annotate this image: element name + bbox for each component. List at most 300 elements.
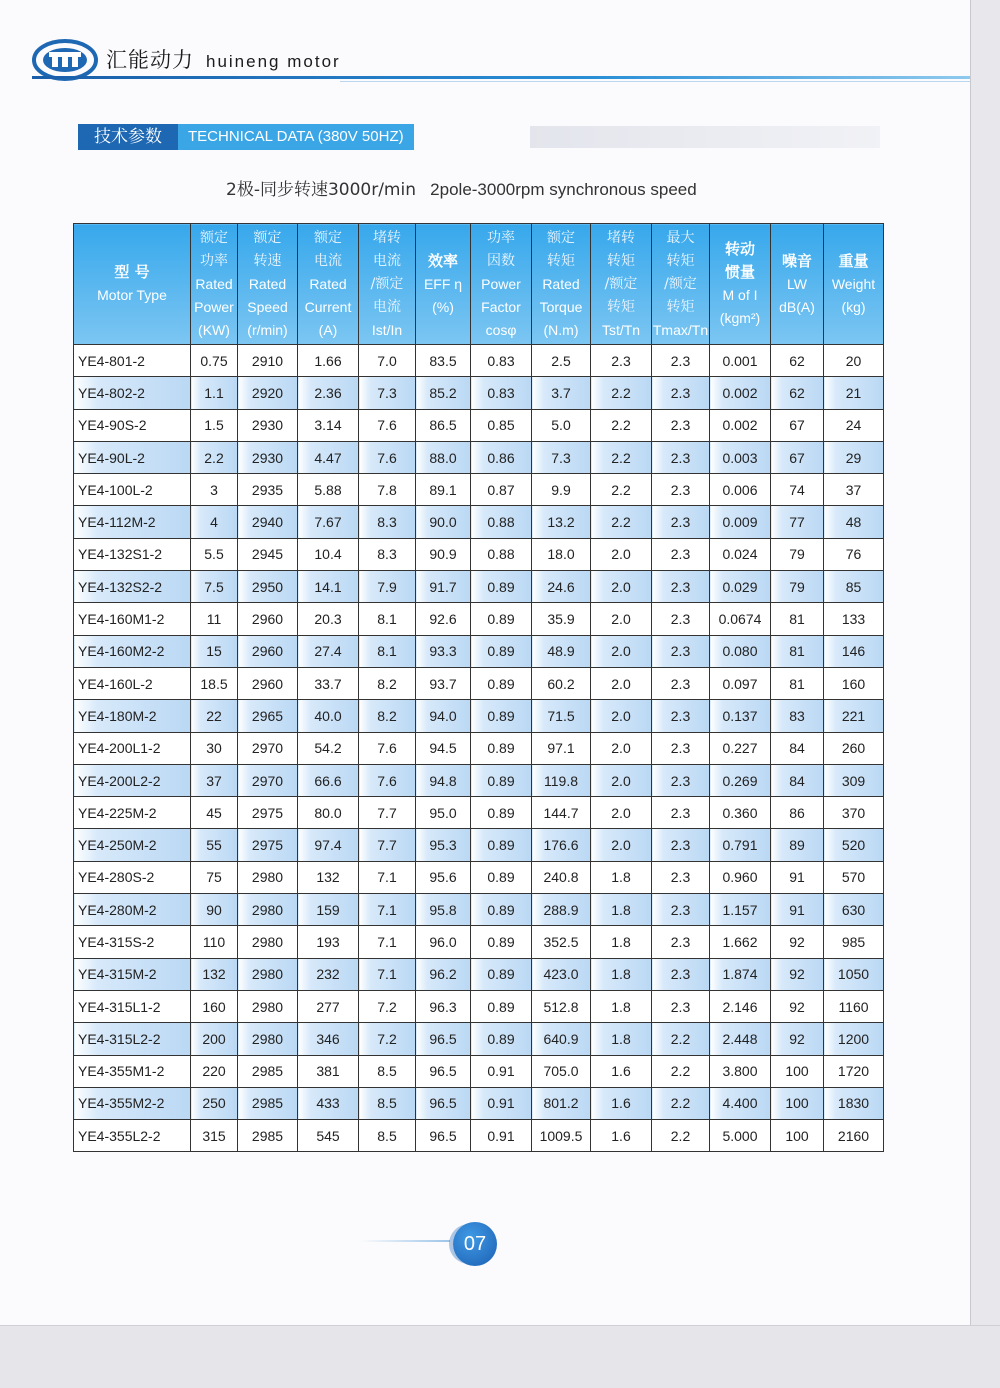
table-cell: 0.89	[471, 571, 532, 603]
table-cell: 8.2	[359, 667, 416, 699]
table-cell: 2935	[238, 474, 298, 506]
table-cell: 2.2	[591, 377, 652, 409]
table-cell: 2.0	[591, 538, 652, 570]
table-cell: 97.4	[298, 829, 359, 861]
table-cell: 0.89	[471, 635, 532, 667]
header-cell	[238, 224, 298, 345]
table-cell: 132	[298, 861, 359, 893]
table-cell: 1200	[824, 1023, 884, 1055]
table-cell: 7.8	[359, 474, 416, 506]
table-cell: 2.3	[652, 700, 710, 732]
table-cell: 96.2	[416, 958, 471, 990]
page-edge-bottom	[0, 1325, 1000, 1388]
table-cell: 2.0	[591, 667, 652, 699]
table-cell: 92	[771, 926, 824, 958]
table-cell: 2.146	[710, 990, 771, 1022]
table-cell: 0.91	[471, 1087, 532, 1119]
table-cell: 0.001	[710, 345, 771, 377]
table-cell: 2975	[238, 797, 298, 829]
table-cell: 630	[824, 894, 884, 926]
table-cell: 370	[824, 797, 884, 829]
table-cell: 260	[824, 732, 884, 764]
table-cell: 96.5	[416, 1120, 471, 1152]
table-row	[74, 603, 884, 635]
table-row	[74, 861, 884, 893]
table-cell: 8.3	[359, 538, 416, 570]
table-cell: 277	[298, 990, 359, 1022]
table-cell: 0.91	[471, 1120, 532, 1152]
header-label-en: Power Factor cosφ	[481, 275, 521, 338]
table-cell: 1.8	[591, 926, 652, 958]
table-cell: 96.5	[416, 1055, 471, 1087]
table-cell: 1160	[824, 990, 884, 1022]
table-cell: 2.2	[652, 1023, 710, 1055]
section-title-en: TECHNICAL DATA (380V 50HZ)	[178, 124, 414, 150]
table-cell: 0.75	[191, 345, 238, 377]
table-cell: 2980	[238, 926, 298, 958]
table-cell: 90.0	[416, 506, 471, 538]
motor-type-cell: YE4-315L2-2	[74, 1023, 191, 1055]
table-cell: 1.6	[591, 1120, 652, 1152]
table-row	[74, 894, 884, 926]
table-cell: 95.6	[416, 861, 471, 893]
motor-type-cell: YE4-355L2-2	[74, 1120, 191, 1152]
table-cell: 2.0	[591, 571, 652, 603]
table-cell: 0.89	[471, 1023, 532, 1055]
table-cell: 20	[824, 345, 884, 377]
table-cell: 85.2	[416, 377, 471, 409]
header-label-cn: 额定 转速	[253, 229, 282, 269]
header-cell	[359, 224, 416, 345]
table-cell: 0.89	[471, 732, 532, 764]
motor-type-cell: YE4-315S-2	[74, 926, 191, 958]
table-cell: 80.0	[298, 797, 359, 829]
table-cell: 94.8	[416, 764, 471, 796]
motor-type-cell: YE4-132S1-2	[74, 538, 191, 570]
table-cell: 240.8	[532, 861, 591, 893]
motor-type-cell: YE4-160M2-2	[74, 635, 191, 667]
table-cell: 0.024	[710, 538, 771, 570]
table-cell: 77	[771, 506, 824, 538]
table-cell: 3.800	[710, 1055, 771, 1087]
header-cell	[824, 224, 884, 345]
table-row	[74, 441, 884, 473]
table-cell: 423.0	[532, 958, 591, 990]
table-subtitle	[226, 175, 697, 200]
table-cell: 2.3	[652, 571, 710, 603]
table-cell: 640.9	[532, 1023, 591, 1055]
header-label-cn: 效率	[427, 251, 458, 270]
table-cell: 100	[771, 1055, 824, 1087]
table-cell: 95.8	[416, 894, 471, 926]
motor-type-cell: YE4-180M-2	[74, 700, 191, 732]
motor-type-cell: YE4-280S-2	[74, 861, 191, 893]
table-cell: 45	[191, 797, 238, 829]
table-cell: 4.400	[710, 1087, 771, 1119]
table-cell: 1050	[824, 958, 884, 990]
table-row	[74, 700, 884, 732]
table-cell: 0.89	[471, 603, 532, 635]
table-row	[74, 958, 884, 990]
table-cell: 84	[771, 764, 824, 796]
table-cell: 221	[824, 700, 884, 732]
table-cell: 2.2	[191, 441, 238, 473]
brand-name-en: huineng motor	[206, 52, 341, 71]
table-cell: 7.3	[532, 441, 591, 473]
table-cell: 2.3	[652, 667, 710, 699]
header-cell	[471, 224, 532, 345]
table-cell: 0.227	[710, 732, 771, 764]
table-cell: 92.6	[416, 603, 471, 635]
table-cell: 37	[824, 474, 884, 506]
table-cell: 74	[771, 474, 824, 506]
header-label-en: Motor Type	[97, 287, 167, 303]
table-cell: 92	[771, 1023, 824, 1055]
subtitle-en: 2pole-3000rpm synchronous speed	[430, 180, 697, 199]
table-cell: 37	[191, 764, 238, 796]
table-cell: 96.0	[416, 926, 471, 958]
table-cell: 88.0	[416, 441, 471, 473]
table-cell: 1.8	[591, 861, 652, 893]
table-cell: 0.87	[471, 474, 532, 506]
motor-type-cell: YE4-355M2-2	[74, 1087, 191, 1119]
motor-type-cell: YE4-315L1-2	[74, 990, 191, 1022]
table-cell: 89	[771, 829, 824, 861]
table-cell: 2.3	[652, 764, 710, 796]
table-cell: 86	[771, 797, 824, 829]
motor-type-cell: YE4-280M-2	[74, 894, 191, 926]
table-cell: 2.0	[591, 764, 652, 796]
table-cell: 7.0	[359, 345, 416, 377]
header-cell	[652, 224, 710, 345]
table-cell: 346	[298, 1023, 359, 1055]
header-label-cn: 噪音	[781, 251, 812, 270]
table-cell: 512.8	[532, 990, 591, 1022]
table-cell: 1.8	[591, 958, 652, 990]
table-cell: 1.1	[191, 377, 238, 409]
table-cell: 2970	[238, 764, 298, 796]
table-cell: 2.5	[532, 345, 591, 377]
table-row	[74, 1023, 884, 1055]
table-cell: 2985	[238, 1055, 298, 1087]
table-cell: 315	[191, 1120, 238, 1152]
table-cell: 96.3	[416, 990, 471, 1022]
table-cell: 24.6	[532, 571, 591, 603]
table-cell: 7.6	[359, 441, 416, 473]
table-cell: 67	[771, 409, 824, 441]
table-cell: 71.5	[532, 700, 591, 732]
table-cell: 48	[824, 506, 884, 538]
table-cell: 545	[298, 1120, 359, 1152]
table-cell: 570	[824, 861, 884, 893]
header-label-en: Weight (kg)	[831, 275, 876, 315]
table-cell: 1.5	[191, 409, 238, 441]
header-label-cn: 额定 转矩	[547, 229, 575, 269]
table-cell: 8.5	[359, 1087, 416, 1119]
table-cell: 0.83	[471, 377, 532, 409]
table-cell: 2.2	[591, 409, 652, 441]
table-row	[74, 571, 884, 603]
table-cell: 352.5	[532, 926, 591, 958]
table-cell: 232	[298, 958, 359, 990]
table-cell: 2980	[238, 1023, 298, 1055]
table-cell: 2980	[238, 958, 298, 990]
table-cell: 84	[771, 732, 824, 764]
table-row	[74, 667, 884, 699]
motor-type-cell: YE4-160L-2	[74, 667, 191, 699]
technical-data-table	[73, 223, 884, 1152]
table-cell: 160	[191, 990, 238, 1022]
table-cell: 144.7	[532, 797, 591, 829]
table-cell: 0.91	[471, 1055, 532, 1087]
motor-type-cell: YE4-200L2-2	[74, 764, 191, 796]
table-cell: 8.1	[359, 635, 416, 667]
table-cell: 2960	[238, 603, 298, 635]
table-cell: 3	[191, 474, 238, 506]
table-cell: 30	[191, 732, 238, 764]
motor-type-cell: YE4-225M-2	[74, 797, 191, 829]
subtitle-cn: 2极-同步转速3000r/min	[226, 180, 416, 200]
header-label-cn: 功率 因数	[487, 229, 515, 269]
table-cell: 90	[191, 894, 238, 926]
table-cell: 79	[771, 538, 824, 570]
table-cell: 520	[824, 829, 884, 861]
table-row	[74, 1120, 884, 1152]
table-cell: 1720	[824, 1055, 884, 1087]
header-cell	[710, 224, 771, 345]
motor-type-cell: YE4-801-2	[74, 345, 191, 377]
table-row	[74, 1087, 884, 1119]
table-cell: 2.3	[652, 474, 710, 506]
table-cell: 2.3	[652, 377, 710, 409]
table-cell: 7.9	[359, 571, 416, 603]
table-cell: 132	[191, 958, 238, 990]
table-row	[74, 506, 884, 538]
table-cell: 3.14	[298, 409, 359, 441]
table-cell: 2960	[238, 635, 298, 667]
table-cell: 200	[191, 1023, 238, 1055]
table-cell: 2.0	[591, 732, 652, 764]
table-cell: 8.5	[359, 1055, 416, 1087]
table-cell: 7.2	[359, 990, 416, 1022]
table-cell: 1.157	[710, 894, 771, 926]
show-through-artifact	[530, 126, 880, 148]
table-cell: 1830	[824, 1087, 884, 1119]
header-label-cn: 堵转 转矩 /额定 转矩	[604, 229, 638, 315]
header-label-cn: 转动 惯量	[724, 240, 755, 281]
table-cell: 5.88	[298, 474, 359, 506]
table-cell: 91	[771, 861, 824, 893]
table-cell: 0.89	[471, 700, 532, 732]
header-cell	[298, 224, 359, 345]
motor-type-cell: YE4-132S2-2	[74, 571, 191, 603]
table-row	[74, 474, 884, 506]
table-cell: 93.3	[416, 635, 471, 667]
table-cell: 0.003	[710, 441, 771, 473]
table-cell: 5.5	[191, 538, 238, 570]
table-cell: 0.006	[710, 474, 771, 506]
table-cell: 2.2	[591, 441, 652, 473]
table-row	[74, 377, 884, 409]
header-cell	[191, 224, 238, 345]
table-cell: 2.2	[652, 1055, 710, 1087]
header-label-en: Ist/In	[371, 321, 403, 338]
table-cell: 433	[298, 1087, 359, 1119]
table-cell: 2.3	[652, 345, 710, 377]
table-cell: 0.89	[471, 958, 532, 990]
table-cell: 250	[191, 1087, 238, 1119]
table-cell: 8.3	[359, 506, 416, 538]
table-cell: 2.2	[652, 1087, 710, 1119]
table-cell: 1009.5	[532, 1120, 591, 1152]
table-cell: 8.2	[359, 700, 416, 732]
table-cell: 24	[824, 409, 884, 441]
table-cell: 92	[771, 990, 824, 1022]
table-cell: 2920	[238, 377, 298, 409]
table-cell: 220	[191, 1055, 238, 1087]
table-cell: 7.7	[359, 829, 416, 861]
table-cell: 0.83	[471, 345, 532, 377]
table-cell: 90.9	[416, 538, 471, 570]
table-cell: 8.1	[359, 603, 416, 635]
table-row	[74, 829, 884, 861]
table-cell: 2.3	[652, 990, 710, 1022]
table-cell: 100	[771, 1120, 824, 1152]
table-cell: 7.1	[359, 926, 416, 958]
header-label-en: Rated Power (KW)	[194, 275, 234, 338]
table-cell: 0.0674	[710, 603, 771, 635]
table-cell: 2.3	[652, 894, 710, 926]
table-cell: 60.2	[532, 667, 591, 699]
brand-name-cn: 汇能动力	[106, 48, 194, 72]
table-cell: 3.7	[532, 377, 591, 409]
motor-type-cell: YE4-250M-2	[74, 829, 191, 861]
header-label-cn: 堵转 电流 /额定 电流	[370, 229, 404, 315]
table-cell: 1.874	[710, 958, 771, 990]
table-cell: 8.5	[359, 1120, 416, 1152]
table-cell: 2945	[238, 538, 298, 570]
table-cell: 0.89	[471, 894, 532, 926]
table-cell: 0.89	[471, 667, 532, 699]
header-label-en: EFF η (%)	[423, 275, 463, 315]
table-cell: 14.1	[298, 571, 359, 603]
table-cell: 94.5	[416, 732, 471, 764]
table-cell: 9.9	[532, 474, 591, 506]
brand	[106, 44, 341, 74]
table-cell: 2.3	[652, 732, 710, 764]
table-cell: 2160	[824, 1120, 884, 1152]
page-edge-right	[970, 0, 1000, 1387]
table-cell: 2.0	[591, 700, 652, 732]
header-cell	[532, 224, 591, 345]
motor-type-cell: YE4-355M1-2	[74, 1055, 191, 1087]
table-cell: 5.0	[532, 409, 591, 441]
table-cell: 11	[191, 603, 238, 635]
header-label-cn: 最大 转矩 /额定 转矩	[664, 229, 697, 315]
table-cell: 95.3	[416, 829, 471, 861]
table-cell: 85	[824, 571, 884, 603]
header-rule	[32, 76, 970, 79]
table-cell: 2.3	[652, 538, 710, 570]
table-cell: 1.8	[591, 990, 652, 1022]
table-cell: 2.2	[652, 1120, 710, 1152]
motor-type-cell: YE4-802-2	[74, 377, 191, 409]
table-cell: 309	[824, 764, 884, 796]
table-cell: 288.9	[532, 894, 591, 926]
table-cell: 2.0	[591, 829, 652, 861]
motor-type-cell: YE4-315M-2	[74, 958, 191, 990]
table-cell: 2.3	[591, 345, 652, 377]
table-cell: 4	[191, 506, 238, 538]
table-cell: 0.360	[710, 797, 771, 829]
table-cell: 2965	[238, 700, 298, 732]
table-cell: 1.8	[591, 894, 652, 926]
page-number-bar	[360, 1240, 450, 1242]
table-cell: 22	[191, 700, 238, 732]
table-cell: 83.5	[416, 345, 471, 377]
table-cell: 54.2	[298, 732, 359, 764]
table-cell: 7.67	[298, 506, 359, 538]
table-cell: 33.7	[298, 667, 359, 699]
table-cell: 2930	[238, 409, 298, 441]
table-cell: 93.7	[416, 667, 471, 699]
table-cell: 2910	[238, 345, 298, 377]
table-cell: 2.3	[652, 926, 710, 958]
table-cell: 4.47	[298, 441, 359, 473]
table-cell: 48.9	[532, 635, 591, 667]
table-cell: 89.1	[416, 474, 471, 506]
table-cell: 0.269	[710, 764, 771, 796]
table-cell: 18.0	[532, 538, 591, 570]
table-row	[74, 764, 884, 796]
table-cell: 2980	[238, 861, 298, 893]
table-row	[74, 345, 884, 377]
table-cell: 92	[771, 958, 824, 990]
table-cell: 96.5	[416, 1087, 471, 1119]
table-cell: 1.662	[710, 926, 771, 958]
table-cell: 5.000	[710, 1120, 771, 1152]
table-cell: 81	[771, 635, 824, 667]
table-cell: 7.1	[359, 958, 416, 990]
table-cell: 7.1	[359, 894, 416, 926]
table-row	[74, 926, 884, 958]
table-cell: 1.6	[591, 1087, 652, 1119]
table-cell: 2.3	[652, 861, 710, 893]
table-cell: 2975	[238, 829, 298, 861]
table-row	[74, 797, 884, 829]
table-cell: 2.2	[591, 474, 652, 506]
table-cell: 10.4	[298, 538, 359, 570]
table-cell: 0.89	[471, 764, 532, 796]
table-cell: 2.3	[652, 635, 710, 667]
table-cell: 1.66	[298, 345, 359, 377]
table-cell: 2980	[238, 990, 298, 1022]
table-cell: 95.0	[416, 797, 471, 829]
header-label-en: Rated Current (A)	[304, 275, 352, 338]
table-cell: 2.3	[652, 441, 710, 473]
header-cell	[771, 224, 824, 345]
table-cell: 119.8	[532, 764, 591, 796]
header-cell	[591, 224, 652, 345]
table-cell: 2.0	[591, 797, 652, 829]
table-cell: 2930	[238, 441, 298, 473]
table-cell: 2.3	[652, 958, 710, 990]
table-cell: 2970	[238, 732, 298, 764]
table-cell: 62	[771, 377, 824, 409]
table-cell: 110	[191, 926, 238, 958]
table-cell: 146	[824, 635, 884, 667]
header-cell	[416, 224, 471, 345]
